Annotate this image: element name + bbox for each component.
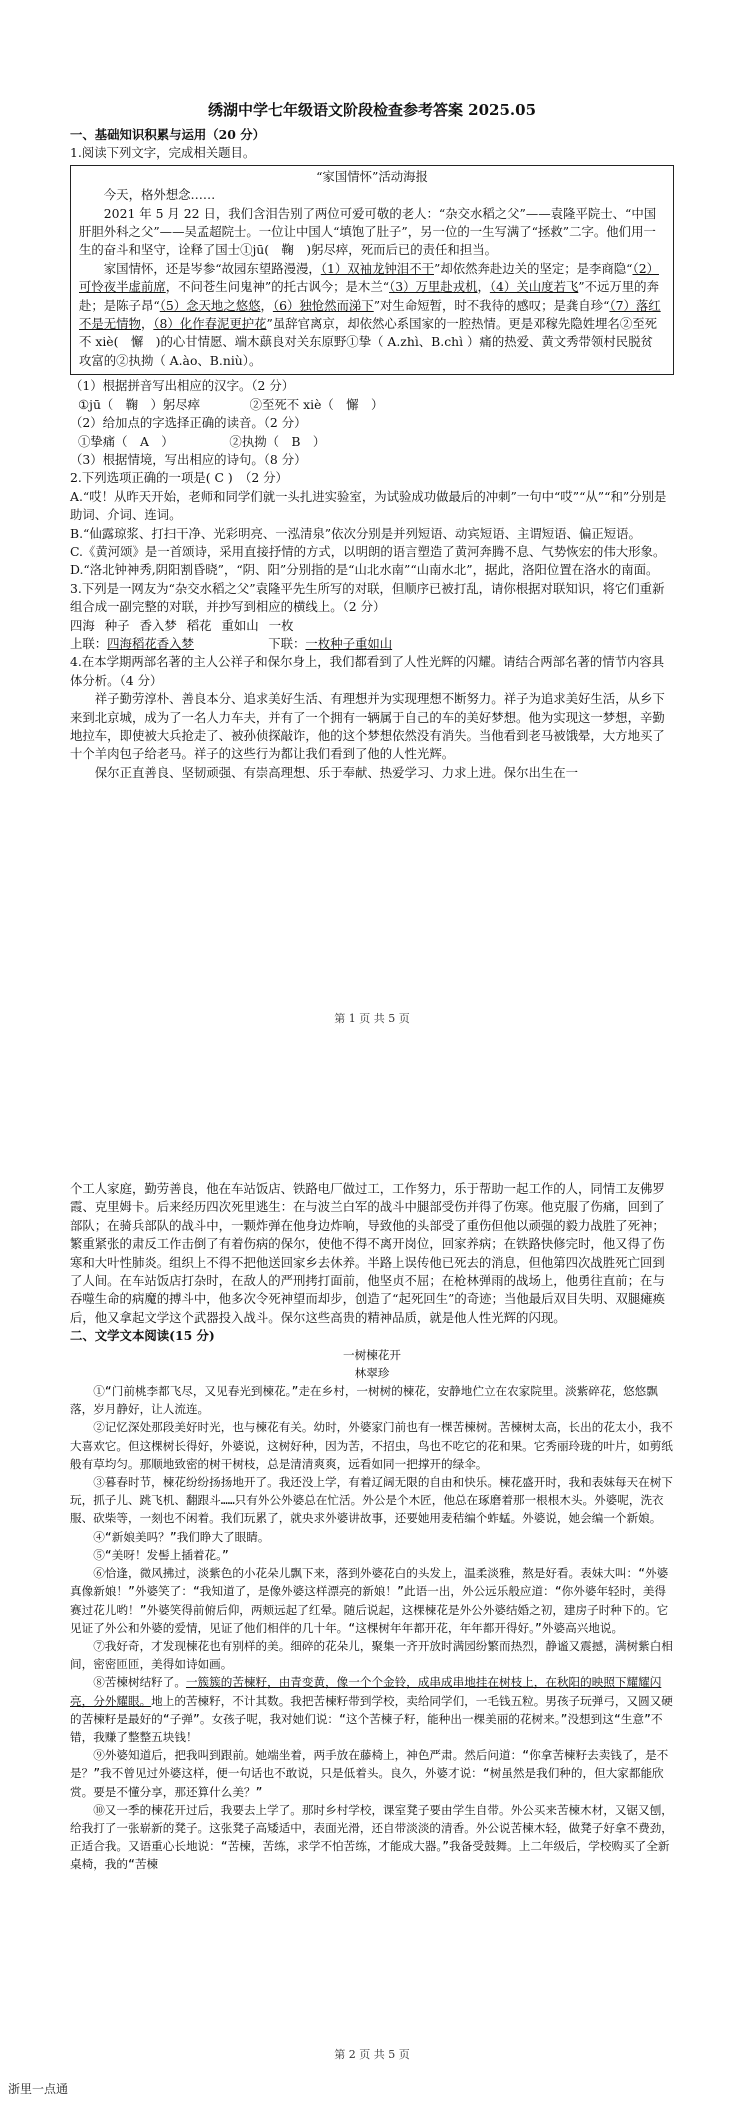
underlined-sentence: 一簇簇的苦楝籽，由青变黄，像一个个金铃，成串成串地挂在树枝上，在秋阳的映照下耀耀闪亮，分外耀眼。 [70, 1675, 662, 1708]
story-paragraph: ②记忆深处那段美好时光，也与楝花有关。幼时，外婆家门前也有一棵苦楝树。苦楝树太高，长出的花太小，我不大喜欢它。但这棵树长得好，外婆说，这树好种，因为苦，不招虫，鸟也不吃它的花和果。它秀丽玲珑的叶片，如剪纸般有草均匀。那顺地致密的树干树枝，总是清清爽爽，远看如同一把撑开的绿伞。 [70, 1420, 673, 1471]
story-author: 林翠珍 [354, 1365, 390, 1380]
q1-3-prompt: （3）根据情境，写出相应的诗句。（8 分） [70, 451, 307, 467]
document-title: 绣湖中学七年级语文阶段检查参考答案 2025.05 [207, 101, 537, 119]
q4-answer-paul-continued: 个工人家庭，勤劳善良，他在车站饭店、铁路电厂做过工，工作努力，乐于帮助一起工作的人，同情工友佛罗霞、克里姆卡。后来经历四次死里逃生：在与波兰白军的战斗中腿部受伤并得了伤寒。他克服了伤痛，回到了部队；在骑兵部队的战斗中，一颗炸弹在他身边炸响，导致他的头部受了重伤但他以顽强的毅力战胜了死神；繁重紧张的肃反工作击倒了有着伤病的保尔，使他不得不离开岗位，回家养病；在铁路快修完时，他又得了伤寒和大叶性肺炎。组织上不得不把他送回家乡去休养。半路上误传他已死去的消息，但他第四次战胜死亡回到了人间。在车站饭店打杂时，在敌人的严刑拷打面前，他坚贞不屈；在枪林弹雨的战场上，他勇往直前；在与吞噬生命的病魔的搏斗中，他多次令死神望而却步，创造了“起死回生”的奇迹；当他最后双目失明、双腿瘫痪后，他又拿起文学这个武器投入战斗。保尔这些高贵的精神品质，就是他人性光辉的闪现。 [70, 1181, 666, 1325]
q1-intro: 1.阅读下列文字，完成相关题目。 [70, 145, 256, 161]
q2-prompt: 2.下列选项正确的一项是( C ) （2 分） [70, 470, 288, 486]
watermark-label: 浙里一点通 [8, 2082, 69, 2096]
text-run: ”却依然奔赴边关的坚定；是李商隐“ [433, 260, 633, 276]
q2-option-c: C.《黄河颂》是一首颂诗，采用直接抒情的方式，以明朗的语言塑造了黄河奔腾不息、气势恢宏的伟大形象。 [70, 543, 666, 559]
poster-paragraph: 今天，格外想念…… [103, 187, 216, 203]
story-paragraph: ①“门前桃李都飞尽，又见春光到楝花。”走在乡村，一树树的楝花，安静地伫立在农家院里。淡紫碎花，悠悠飘落，岁月静好，让人流连。 [70, 1384, 658, 1417]
text-run: ， [140, 316, 154, 332]
q1-1-answer: ①jū（ 鞠 ）躬尽瘁 ②至死不 xiè（ 懈 ） [78, 396, 384, 412]
text-run: ， [260, 297, 273, 313]
text-run: ”对生命短暂，时不我待的感叹；是龚自珍“ [373, 297, 610, 313]
q1-1-prompt: （1）根据拼音写出相应的汉字。（2 分） [70, 378, 295, 394]
q2-option-a: A.“哎！从昨天开始，老师和同学们就一头扎进实验室，为试验成功做最后的冲刺”一句中“哎”“从”“和”分别是助词、介词、连词。 [70, 488, 667, 523]
q4-answer-paul-start: 保尔正直善良、坚韧顽强、有崇高理想、乐于奉献、热爱学习、力求上进。保尔出生在一 [94, 764, 579, 780]
q3-word: 种子 [104, 617, 130, 633]
answer-underline: （8）化作春泥更护花 [153, 316, 267, 332]
story-paragraph: ⑥恰逢，微风拂过，淡紫色的小花朵儿飘下来，落到外婆花白的头发上，温柔淡雅，熬是好看。表妹大叫：“外婆真像新娘！”外婆笑了：“我知道了，是像外婆这样漂亮的新娘！”此语一出，外公远乐般应道：“你外婆年轻时，美得赛过花儿哟！”外婆笑得前俯后仰，两颊远起了红晕。随后说起，这棵楝花是外公外婆结婚之初，建房子时种下的。它见证了外公和外婆的爱情，见证了他们相伴的几十年。“这棵树年年都开花，年年都开得好。”外婆高兴地说。 [70, 1566, 669, 1635]
poster-paragraph: 2021 年 5 月 22 日，我们含泪告别了两位可爱可敬的老人：“杂交水稻之父”——袁隆平院士、“中国肝胆外科之父”——吴孟超院士。一位让中国人“填饱了肚子”，另一位的一生写满了“拯救”二字。他们用一生的奋斗和坚守，诠释了国士①jū( 鞠 )躬尽瘁，死而后已的责任和担当。 [79, 205, 657, 258]
answer-underline: （6）独怆然而涕下 [272, 297, 374, 313]
q3-word: 一枚 [268, 617, 294, 633]
text-run: ⑧苦楝树结籽了。 [93, 1675, 186, 1690]
page-2-content [70, 1180, 674, 1874]
q3-word-list [70, 617, 674, 635]
story-paragraph: ④“新娘美吗？”我们睁大了眼睛。 [93, 1529, 270, 1544]
q3-word: 稻花 [186, 617, 212, 633]
text-run: ”不远万里的奔赴；是陈子昂“ [79, 279, 659, 313]
q2-option-b: B.“仙露琼浆、打扫干净、光彩明亮、一泓清泉”依次分别是并列短语、动宾短语、主谓短语、偏正短语。 [70, 525, 641, 541]
answer-underline: （7）落红不是无情物 [79, 297, 661, 332]
text-run: ”虽辞官离京，却依然心系国家的一腔热情。更是邓稼先隐姓埋名②至死不 xiè( 懈 )的心甘情愿、端木蕻良对关东原野①挚（ A.zhì、B.chì ）痛的热爱、黄文秀带领村民脱贫攻富的②执拗（ A.ào、B.niù）。 [79, 316, 657, 368]
page-1-content [70, 100, 674, 782]
lower-couplet-label: 下联： [268, 635, 306, 651]
answer-underline: （4）关山度若飞 [489, 279, 579, 295]
text-run: ，不问苍生问鬼神”的托古讽今；是木兰“ [165, 279, 390, 295]
story-paragraph: ⑩又一季的楝花开过后，我要去上学了。那时乡村学校，课室凳子要由学生自带。外公买来苦楝木材，又锯又刨，给我打了一张崭新的凳子。这张凳子高矮适中，表面光滑，还自带淡淡的清香。外公说苦楝木轻，做凳子好拿不费劲，正适合我。又语重心长地说：“苦楝，苦练，求学不怕苦练，才能成大器。”我备受鼓舞。上二年级后，学校购买了全新桌椅，我的“苦楝 [70, 1802, 673, 1872]
activity-poster [70, 165, 674, 375]
story-paragraph [70, 1673, 674, 1746]
answer-underline: （5）念天地之悠悠 [159, 297, 261, 313]
page-footer: 第 1 页 共 5 页 [334, 1012, 410, 1025]
q3-word: 香入梦 [139, 617, 177, 633]
q1-2-answer: ①挚痛（ A ） ②执拗（ B ） [78, 433, 326, 449]
story-paragraph: ⑤“美呀！发髻上插着花。” [93, 1547, 229, 1562]
text-run: 地上的苦楝籽，不计其数。我把苦楝籽带到学校，卖给同学们，一毛钱五粒。男孩子玩弹弓，又圆又硬的苦楝籽是最好的“子弹”。女孩子呢，我对她们说：“这个苦楝子籽，能种出一棵美丽的花树来。”没想到这“生意”不错，我赚了整整五块钱！ [70, 1693, 673, 1744]
story-title: 一树楝花开 [343, 1347, 401, 1362]
story-paragraph: ③暮春时节，楝花纷纷扬扬地开了。我还没上学，有着辽阔无限的自由和快乐。楝花盛开时，我和表妹每天在树下玩，抓子儿、跳飞机、翻跟斗……只有外公外婆总在忙活。外公是个木匠，他总在琢磨着那一根根木头。外婆呢，洗衣服、砍柴等，一刻也不闲着。我们玩累了，就央求外婆讲故事，还要她用麦秸编个蚱蜢。外婆说，她会编一个新娘。 [70, 1475, 673, 1526]
story-paragraph: ⑦我好奇，才发现楝花也有别样的美。细碎的花朵儿，聚集一齐开放时满园纷繁而热烈，静谧又震撼，满树紫白相间，密密匝匝，美得如诗如画。 [70, 1638, 673, 1672]
upper-couplet: 四海稻花香入梦 [107, 635, 194, 651]
upper-couplet-label: 上联： [70, 635, 108, 651]
answer-underline: （3）万里赴戎机 [389, 279, 478, 295]
poster-title: “家国情怀”活动海报 [316, 168, 428, 184]
q4-prompt: 4.在本学期两部名著的主人公祥子和保尔身上，我们都看到了人性光辉的闪耀。请结合两部名著的情节内容具体分析。（4 分） [70, 654, 665, 688]
story-text [70, 1346, 674, 1874]
q3-word: 重如山 [221, 617, 259, 633]
lower-couplet: 一枚种子重如山 [305, 635, 393, 651]
poster-paragraph [79, 260, 665, 370]
text-run: 家国情怀，还是岑参“故园东望路漫漫， [103, 260, 321, 276]
page-2 [0, 1130, 744, 2060]
q2-option-d: D.“洛北钟神秀,阴阳割昏晓”，“阴、阳”分别指的是“山北水南”“山南水北”，据此，洛阳位置在洛水的南面。 [70, 562, 659, 578]
page-footer: 第 2 页 共 5 页 [334, 2048, 410, 2061]
answer-underline: （1）双袖龙钟泪不干 [320, 260, 434, 276]
section-2-title: 二、文学文本阅读(15 分) [70, 1328, 215, 1344]
story-paragraph: ⑨外婆知道后，把我叫到跟前。她端坐着，两手放在藤椅上，神色严肃。然后问道：“你拿苦楝籽去卖钱了，是不是？”我不曾见过外婆这样，便一句话也不敢说，只是低着头。良久，外婆才说：“树虽然是我们种的，但大家都能欣赏。要是不懂分享，那还算什么美？” [70, 1748, 669, 1799]
text-run: ， [477, 279, 490, 295]
q1-2-prompt: （2）给加点的字选择正确的读音。（2 分） [70, 415, 307, 431]
q3-word: 四海 [70, 617, 95, 633]
q3-prompt: 3.下列是一网友为“杂交水稻之父”袁隆平先生所写的对联，但顺序已被打乱，请你根据对联知识，将它们重新组合成一副完整的对联，并抄写到相应的横线上。（2 分） [70, 580, 665, 615]
section-1-title: 一、基础知识积累与运用（20 分） [70, 127, 266, 142]
q4-answer-xiangzi: 祥子勤劳淳朴、善良本分、追求美好生活、有理想并为实现理想不断努力。祥子为追求美好生活，从乡下来到北京城，成为了一名人力车夫，并有了一个拥有一辆属于自己的车的美好梦想。他为实现这一梦想，辛勤地拉车，即使被大兵抢走了、被孙侦探敲诈，他的这个梦想依然没有消失。当他看到老马被饿晕，大方地买了十个羊肉包子给老马。祥子的这些行为都让我们看到了他的人性光辉。 [70, 691, 665, 762]
q3-couplet [70, 635, 674, 653]
answer-underline: （2）可怜夜半虚前席 [79, 260, 659, 295]
